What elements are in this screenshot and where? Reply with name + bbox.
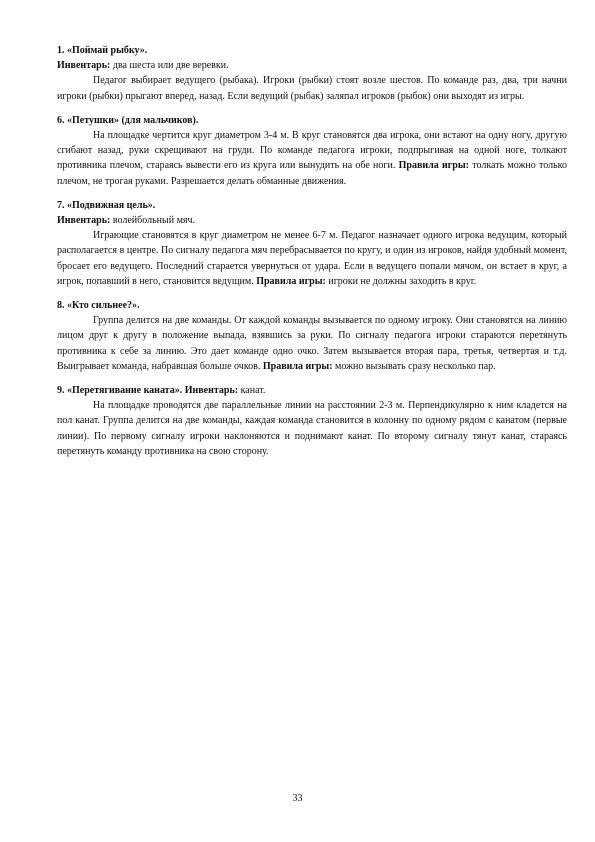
game-section-9 bbox=[57, 383, 567, 459]
page-number: 33 bbox=[292, 793, 303, 804]
game-section-6 bbox=[57, 113, 567, 189]
section-title: 9. «Перетягивание каната». Инвентарь: канат. bbox=[57, 385, 266, 397]
inventory-text: два шеста или две веревки. bbox=[110, 60, 229, 72]
section-body: На площадке проводятся две параллельные линии на расстоянии 2-3 м. Перпендикулярно к ним кладется на пол канат. Группа делится на две команды, каждая команда становится в колонну по одному рядом с канатом (первые линии). По первому сигналу игроки наклоняются и поднимают канат. По второму сигналу тянут канат, стараясь перетянуть команду противника на свою сторону. bbox=[57, 400, 567, 457]
section-title: 8. «Кто сильнее?». bbox=[57, 300, 140, 312]
rules-label: Правила игры: bbox=[262, 360, 333, 372]
section-body: Группа делится на две команды. От каждой команды вызывается по одному игроку. Они становятся на линию лицом друг к другу в положение выпада, взявшись за руки. По сигналу педагога игроки стараются перетянуть противника к себе за линию. Это дает команде одно очко. Затем вызывается вторая пара, третья, четвертая и т.д. Выигрывает команда, набравшая больше очков. Правила игры: можно вызывать сразу несколько пар. bbox=[57, 315, 567, 372]
section-title: 7. «Подвижная цель». bbox=[57, 199, 156, 211]
rules-text: толкать можно только плечом, не трогая руками. Разрешается делать обманные движения. bbox=[57, 160, 567, 187]
section-title: 6. «Петушки» (для мальчиков). bbox=[57, 114, 199, 126]
inventory-label: Инвентарь: bbox=[57, 215, 111, 227]
rules-text: игроки не должны заходить в круг. bbox=[325, 275, 477, 287]
inventory-text: волейбольный мяч. bbox=[110, 215, 196, 227]
game-section-1 bbox=[57, 43, 567, 104]
document-page bbox=[57, 43, 567, 468]
rules-label: Правила игры: bbox=[398, 160, 469, 172]
game-section-8 bbox=[57, 298, 567, 374]
game-section-7 bbox=[57, 198, 567, 289]
inventory-text: канат. bbox=[238, 385, 266, 397]
section-body: На площадке чертится круг диаметром 3-4 м. В круг становятся два игрока, они встают на одну ногу, другую сгибают назад, руки скрещивают на груди. По команде педагога игроки, подпрыгивая на одной ноге, толкают противника плечом, стараясь вывести его из круга или вынудить на обе ноги. Правила игры: толкать можно только плечом, не трогая руками. Разрешается делать обманные движения. bbox=[57, 130, 567, 187]
inventory-label: Инвентарь: bbox=[57, 60, 111, 72]
rules-label: Правила игры: bbox=[256, 275, 326, 287]
inventory-line bbox=[57, 58, 567, 73]
section-body: Педагог выбирает ведущего (рыбака). Игроки (рыбки) стоят возле шестов. По команде раз, два, три начни игроки (рыбки) прыгают вперед, назад. Если ведущий (рыбак) заляпал игроков (рыбок) они выходят из игры. bbox=[57, 75, 567, 102]
rules-text: можно вызывать сразу несколько пар. bbox=[332, 360, 496, 372]
section-title: 1. «Поймай рыбку». bbox=[57, 45, 148, 56]
section-body: Играющие становятся в круг диаметром не менее 6-7 м. Педагог назначает одного игрока ведущим, который располагается в центре. По сигналу педагога мяч перебрасывается по кругу, и один из игроков, найдя удобный момент, бросает его ведущего. Последний старается увернуться от удара. Если в ведущего попали мячом, он встает в круг, а игрок, попавший в него, становится ведущим. Правила игры: игроки не должны заходить в круг. bbox=[57, 230, 567, 287]
inventory-line bbox=[57, 213, 567, 228]
